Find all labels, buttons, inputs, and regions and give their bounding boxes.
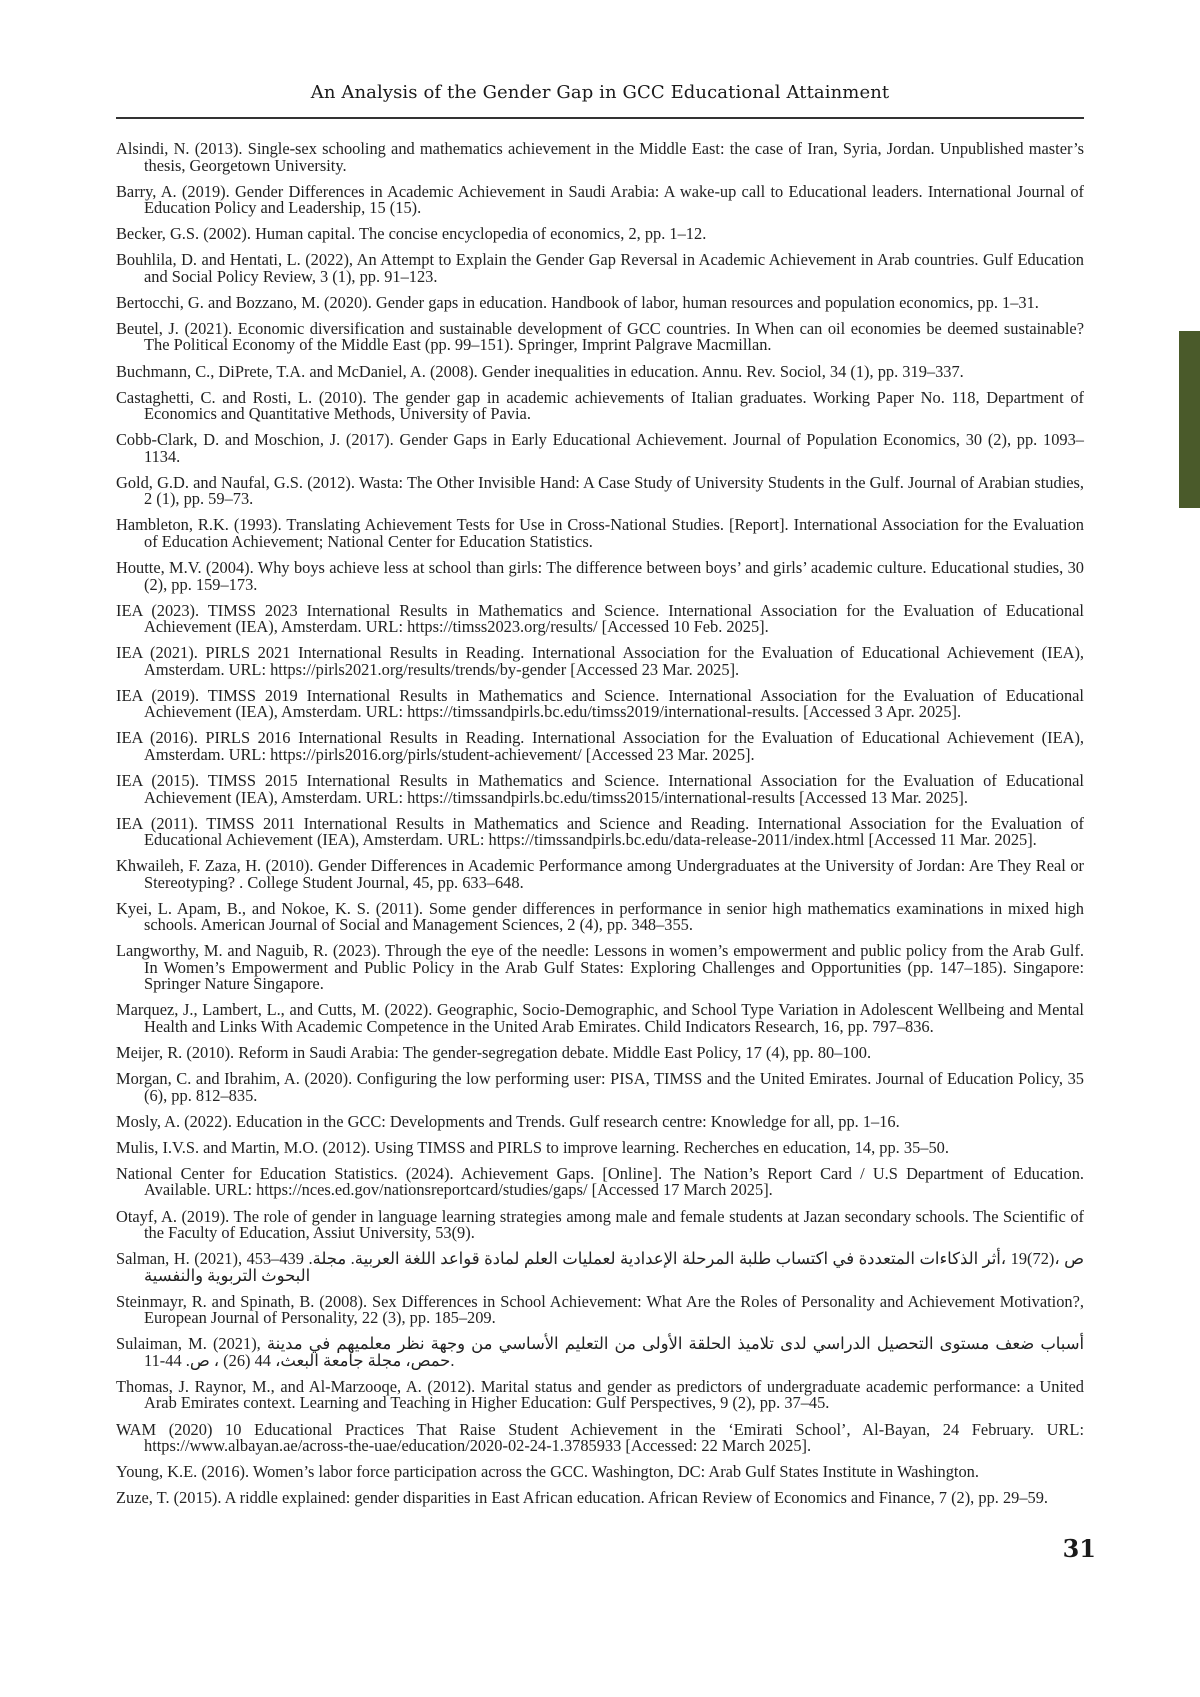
reference-item: Marquez, J., Lambert, L., and Cutts, M. (2022). Geographic, Socio-Demographic, and School Type Variation in Adolescent Wellbeing and Mental Health and Links With Academic Competence in the United Arab Emirates. Child Indicators Research, 16, pp. 797–836. bbox=[116, 1002, 1084, 1035]
reference-item: Young, K.E. (2016). Women’s labor force participation across the GCC. Washington, DC: Arab Gulf States Institute in Washington. bbox=[116, 1464, 1084, 1481]
reference-item: Langworthy, M. and Naguib, R. (2023). Through the eye of the needle: Lessons in women’s empowerment and public policy from the Arab Gulf. In Women’s Empowerment and Public Policy in the Arab Gulf States: Exploring Challenges and Opportunities (pp. 147–185). Singapore: Springer Nature Singapore. bbox=[116, 943, 1084, 993]
reference-item: IEA (2011). TIMSS 2011 International Results in Mathematics and Science and Reading. International Association for the Evaluation of Educational Achievement (IEA), Amsterdam. URL: https://timssandpirls.bc.edu/data-release-2011/index.html [Accessed 11 Mar. 2025]. bbox=[116, 816, 1084, 849]
reference-list bbox=[116, 141, 1084, 1516]
reference-item: Morgan, C. and Ibrahim, A. (2020). Configuring the low performing user: PISA, TIMSS and the United Emirates. Journal of Education Policy, 35 (6), pp. 812–835. bbox=[116, 1071, 1084, 1104]
reference-item: Gold, G.D. and Naufal, G.S. (2012). Wasta: The Other Invisible Hand: A Case Study of University Students in the Gulf. Journal of Arabian studies, 2 (1), pp. 59–73. bbox=[116, 475, 1084, 508]
reference-item: IEA (2019). TIMSS 2019 International Results in Mathematics and Science. International Association for the Evaluation of Educational Achievement (IEA), Amsterdam. URL: https://timssandpirls.bc.edu/timss2019/international-results. [Accessed 3 Apr. 2025]. bbox=[116, 688, 1084, 721]
reference-item: Cobb-Clark, D. and Moschion, J. (2017). Gender Gaps in Early Educational Achievement. Journal of Population Economics, 30 (2), pp. 1093–1134. bbox=[116, 432, 1084, 465]
reference-item: National Center for Education Statistics. (2024). Achievement Gaps. [Online]. The Nation’s Report Card / U.S Department of Education. Available. URL: https://nces.ed.gov/nationsreportcard/studies/gaps/ [Accessed 17 March 2025]. bbox=[116, 1166, 1084, 1199]
reference-item: Salman, H. (2021), 453–439 .ص ،(72)19 ،أثر الذكاءات المتعددة في اكتساب طلبة المرحلة الإعدادية لعمليات العلم لمادة قواعد اللغة العربية. مجلة البحوث التربوية والنفسية bbox=[116, 1251, 1084, 1284]
reference-item: Meijer, R. (2010). Reform in Saudi Arabia: The gender-segregation debate. Middle East Policy, 17 (4), pp. 80–100. bbox=[116, 1045, 1084, 1062]
header-rule bbox=[116, 117, 1084, 119]
reference-item: Zuze, T. (2015). A riddle explained: gender disparities in East African education. African Review of Economics and Finance, 7 (2), pp. 29–59. bbox=[116, 1490, 1084, 1507]
reference-item: Buchmann, C., DiPrete, T.A. and McDaniel, A. (2008). Gender inequalities in education. Annu. Rev. Sociol, 34 (1), pp. 319–337. bbox=[116, 364, 1084, 381]
reference-item: IEA (2023). TIMSS 2023 International Results in Mathematics and Science. International Association for the Evaluation of Educational Achievement (IEA), Amsterdam. URL: https://timss2023.org/results/ [Accessed 10 Feb. 2025]. bbox=[116, 603, 1084, 636]
reference-item: Steinmayr, R. and Spinath, B. (2008). Sex Differences in School Achievement: What Are the Roles of Personality and Achievement Motivation?, European Journal of Personality, 22 (3), pp. 185–209. bbox=[116, 1294, 1084, 1327]
reference-item: Khwaileh, F. Zaza, H. (2010). Gender Differences in Academic Performance among Undergraduates at the University of Jordan: Are They Real or Stereotyping? . College Student Journal, 45, pp. 633–648. bbox=[116, 858, 1084, 891]
reference-item: WAM (2020) 10 Educational Practices That Raise Student Achievement in the ‘Emirati School’, Al-Bayan, 24 February. URL: https://www.albayan.ae/across-the-uae/education/2020-02-24-1.3785933 [Accessed: 22 March 2025]. bbox=[116, 1422, 1084, 1455]
reference-item: Alsindi, N. (2013). Single-sex schooling and mathematics achievement in the Middle East: the case of Iran, Syria, Jordan. Unpublished master’s thesis, Georgetown University. bbox=[116, 141, 1084, 174]
reference-item: IEA (2021). PIRLS 2021 International Results in Reading. International Association for the Evaluation of Educational Achievement (IEA), Amsterdam. URL: https://pirls2021.org/results/trends/by-gender [Accessed 23 Mar. 2025]. bbox=[116, 645, 1084, 678]
reference-item: Mulis, I.V.S. and Martin, M.O. (2012). Using TIMSS and PIRLS to improve learning. Recherches en education, 14, pp. 35–50. bbox=[116, 1140, 1084, 1157]
reference-item: Barry, A. (2019). Gender Differences in Academic Achievement in Saudi Arabia: A wake-up call to Educational leaders. International Journal of Education Policy and Leadership, 15 (15). bbox=[116, 184, 1084, 217]
reference-item: Mosly, A. (2022). Education in the GCC: Developments and Trends. Gulf research centre: Knowledge for all, pp. 1–16. bbox=[116, 1114, 1084, 1131]
reference-item: Becker, G.S. (2002). Human capital. The concise encyclopedia of economics, 2, pp. 1–12. bbox=[116, 226, 1084, 243]
reference-item: Thomas, J. Raynor, M., and Al-Marzooqe, A. (2012). Marital status and gender as predictors of undergraduate academic performance: a United Arab Emirates context. Learning and Teaching in Higher Education: Gulf Perspectives, 9 (2), pp. 37–45. bbox=[116, 1379, 1084, 1412]
reference-item: Bertocchi, G. and Bozzano, M. (2020). Gender gaps in education. Handbook of labor, human resources and population economics, pp. 1–31. bbox=[116, 295, 1084, 312]
reference-item: IEA (2015). TIMSS 2015 International Results in Mathematics and Science. International Association for the Evaluation of Educational Achievement (IEA), Amsterdam. URL: https://timssandpirls.bc.edu/timss2015/international-results [Accessed 13 Mar. 2025]. bbox=[116, 773, 1084, 806]
reference-item: Bouhlila, D. and Hentati, L. (2022), An Attempt to Explain the Gender Gap Reversal in Academic Achievement in Arab countries. Gulf Education and Social Policy Review, 3 (1), pp. 91–123. bbox=[116, 252, 1084, 285]
reference-item: Otayf, A. (2019). The role of gender in language learning strategies among male and female students at Jazan secondary schools. The Scientific of the Faculty of Education, Assiut University, 53(9). bbox=[116, 1209, 1084, 1242]
reference-item: Castaghetti, C. and Rosti, L. (2010). The gender gap in academic achievements of Italian graduates. Working Paper No. 118, Department of Economics and Quantitative Methods, University of Pavia. bbox=[116, 390, 1084, 423]
reference-item: Houtte, M.V. (2004). Why boys achieve less at school than girls: The difference between boys’ and girls’ academic culture. Educational studies, 30 (2), pp. 159–173. bbox=[116, 560, 1084, 593]
reference-item: Hambleton, R.K. (1993). Translating Achievement Tests for Use in Cross-National Studies. [Report]. International Association for the Evaluation of Education Achievement; National Center for Education Statistics. bbox=[116, 517, 1084, 550]
reference-item: Beutel, J. (2021). Economic diversification and sustainable development of GCC countries. In When can oil economies be deemed sustainable? The Political Economy of the Middle East (pp. 99–151). Springer, Imprint Palgrave Macmillan. bbox=[116, 321, 1084, 354]
reference-item: Sulaiman, M. (2021), أسباب ضعف مستوى التحصيل الدراسي لدى تلاميذ الحلقة الأولى من التعليم الأساسي من وجهة نظر معلميهم في مدينة حمص، مجلة جامعة البعث، 44 (26) ، ص. 44-11. bbox=[116, 1336, 1084, 1369]
page-number: 31 bbox=[1063, 1534, 1096, 1563]
section-side-tab bbox=[1179, 331, 1200, 508]
reference-item: Kyei, L. Apam, B., and Nokoe, K. S. (2011). Some gender differences in performance in senior high mathematics examinations in mixed high schools. American Journal of Social and Management Sciences, 2 (4), pp. 348–355. bbox=[116, 901, 1084, 934]
reference-item: IEA (2016). PIRLS 2016 International Results in Reading. International Association for the Evaluation of Educational Achievement (IEA), Amsterdam. URL: https://pirls2016.org/pirls/student-achievement/ [Accessed 23 Mar. 2025]. bbox=[116, 730, 1084, 763]
running-header: An Analysis of the Gender Gap in GCC Educational Attainment bbox=[116, 82, 1084, 103]
